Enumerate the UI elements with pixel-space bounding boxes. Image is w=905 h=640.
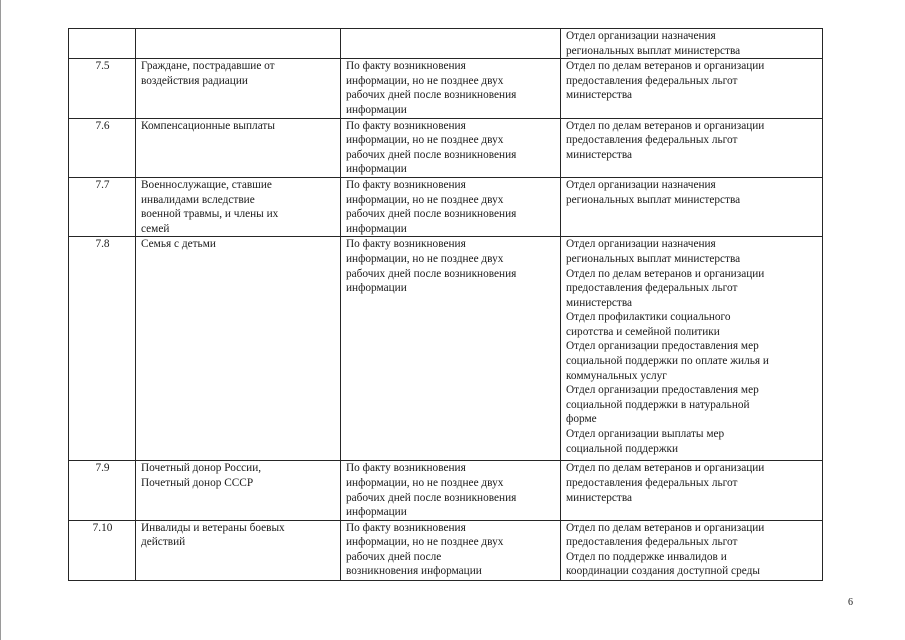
row-number: 7.10 — [92, 521, 113, 534]
category-cell — [136, 237, 341, 461]
category-cell — [136, 59, 341, 118]
department-line: предоставления федеральных льгот — [566, 74, 738, 87]
department-line: Отдел по делам ветеранов и организации — [566, 267, 765, 280]
page-edge-line — [0, 0, 1, 640]
department-cell — [561, 59, 823, 118]
category-cell — [136, 177, 341, 236]
row-number: 7.7 — [95, 178, 110, 191]
department-line: социальной поддержки в натуральной — [566, 398, 750, 411]
term-line: рабочих дней после возникновения — [346, 148, 517, 161]
category-cell — [136, 520, 341, 580]
term-line: информации — [346, 282, 407, 295]
row-number: 7.9 — [95, 462, 110, 475]
department-line: Отдел организации предоставления мер — [566, 384, 759, 397]
department-line: сиротства и семейной политики — [566, 325, 720, 338]
department-line: социальной поддержки по оплате жилья и — [566, 355, 769, 368]
category-line: Военнослужащие, ставшие — [141, 178, 272, 191]
department-cell — [561, 520, 823, 580]
department-line: предоставления федеральных льгот — [566, 282, 738, 295]
term-line: По факту возникновения — [346, 238, 466, 251]
department-line: региональных выплат министерства — [566, 193, 741, 206]
table-row — [69, 59, 823, 118]
term-line: По факту возникновения — [346, 462, 466, 475]
row-number: 7.8 — [95, 238, 110, 251]
term-line: рабочих дней после — [346, 550, 442, 563]
department-line: Отдел по поддержке инвалидов и — [566, 550, 727, 563]
department-cell — [561, 237, 823, 461]
category-cell — [136, 461, 341, 520]
category-line: Почетный донор России, — [141, 462, 262, 475]
department-line: коммунальных услуг — [566, 369, 667, 382]
department-cell — [561, 118, 823, 177]
table-row — [69, 177, 823, 236]
category-line: Инвалиды и ветераны боевых — [141, 521, 285, 534]
term-line: информации, но не позднее двух — [346, 74, 504, 87]
term-cell — [341, 520, 561, 580]
department-line: региональных выплат министерства — [566, 252, 741, 265]
table-row — [69, 520, 823, 580]
term-line: информации, но не позднее двух — [346, 476, 504, 489]
term-line: рабочих дней после возникновения — [346, 491, 517, 504]
term-line: возникновения информации — [346, 565, 482, 578]
term-line: По факту возникновения — [346, 60, 466, 73]
category-line: Компенсационные выплаты — [141, 119, 275, 132]
row-number-cell — [69, 59, 136, 118]
term-line: рабочих дней после возникновения — [346, 208, 517, 221]
term-line: По факту возникновения — [346, 521, 466, 534]
department-line: Отдел организации выплаты мер — [566, 428, 725, 441]
term-cell — [341, 118, 561, 177]
department-line: предоставления федеральных льгот — [566, 134, 738, 147]
term-line: рабочих дней после возникновения — [346, 89, 517, 102]
department-line: Отдел по делам ветеранов и организации — [566, 521, 765, 534]
department-line: форме — [566, 413, 597, 426]
department-line: Отдел организации назначения — [566, 30, 716, 42]
table-row — [69, 29, 823, 59]
assignment-table — [68, 28, 823, 581]
row-number-cell — [69, 461, 136, 520]
term-line: информации — [346, 506, 407, 519]
term-line: рабочих дней после возникновения — [346, 267, 517, 280]
term-cell — [341, 461, 561, 520]
row-number: 7.5 — [95, 60, 110, 73]
department-line: Отдел организации назначения — [566, 178, 716, 191]
department-line: региональных выплат министерства — [566, 44, 741, 57]
category-line: действий — [141, 536, 186, 549]
department-line: Отдел по делам ветеранов и организации — [566, 119, 765, 132]
category-line: Почетный донор СССР — [141, 476, 254, 489]
term-cell — [341, 177, 561, 236]
row-number-cell — [69, 118, 136, 177]
term-line: информации, но не позднее двух — [346, 134, 504, 147]
term-line: информации, но не позднее двух — [346, 193, 504, 206]
row-number-cell — [69, 29, 136, 59]
page-number: 6 — [848, 597, 853, 608]
department-line: министерства — [566, 491, 633, 504]
table-body — [69, 29, 823, 581]
department-line: Отдел профилактики социального — [566, 311, 731, 324]
table-row — [69, 237, 823, 461]
department-line: предоставления федеральных льгот — [566, 536, 738, 549]
department-cell — [561, 461, 823, 520]
term-cell — [341, 237, 561, 461]
table-row — [69, 118, 823, 177]
term-line: По факту возникновения — [346, 119, 466, 132]
category-line: Семья с детьми — [141, 238, 216, 251]
row-number-cell — [69, 177, 136, 236]
department-line: Отдел по делам ветеранов и организации — [566, 60, 765, 73]
term-cell — [341, 59, 561, 118]
department-line: предоставления федеральных льгот — [566, 476, 738, 489]
department-line: министерства — [566, 148, 633, 161]
department-cell — [561, 29, 823, 59]
department-line: Отдел по делам ветеранов и организации — [566, 462, 765, 475]
category-line: воздействия радиации — [141, 74, 248, 87]
category-line: инвалидами вследствие — [141, 193, 255, 206]
term-line: информации — [346, 163, 407, 176]
category-cell — [136, 29, 341, 59]
department-line: Отдел организации назначения — [566, 238, 716, 251]
department-line: координации создания доступной среды — [566, 565, 760, 578]
row-number-cell — [69, 237, 136, 461]
term-line: По факту возникновения — [346, 178, 466, 191]
department-line: социальной поддержки — [566, 442, 679, 455]
department-cell — [561, 177, 823, 236]
category-line: семей — [141, 222, 170, 235]
term-cell — [341, 29, 561, 59]
term-line: информации — [346, 103, 407, 116]
row-number: 7.6 — [95, 119, 110, 132]
department-line: министерства — [566, 89, 633, 102]
category-line: Граждане, пострадавшие от — [141, 60, 275, 73]
row-number-cell — [69, 520, 136, 580]
term-line: информации, но не позднее двух — [346, 536, 504, 549]
department-line: Отдел организации предоставления мер — [566, 340, 759, 353]
category-cell — [136, 118, 341, 177]
category-line: военной травмы, и члены их — [141, 208, 279, 221]
table-row — [69, 461, 823, 520]
term-line: информации, но не позднее двух — [346, 252, 504, 265]
department-line: министерства — [566, 296, 633, 309]
term-line: информации — [346, 222, 407, 235]
